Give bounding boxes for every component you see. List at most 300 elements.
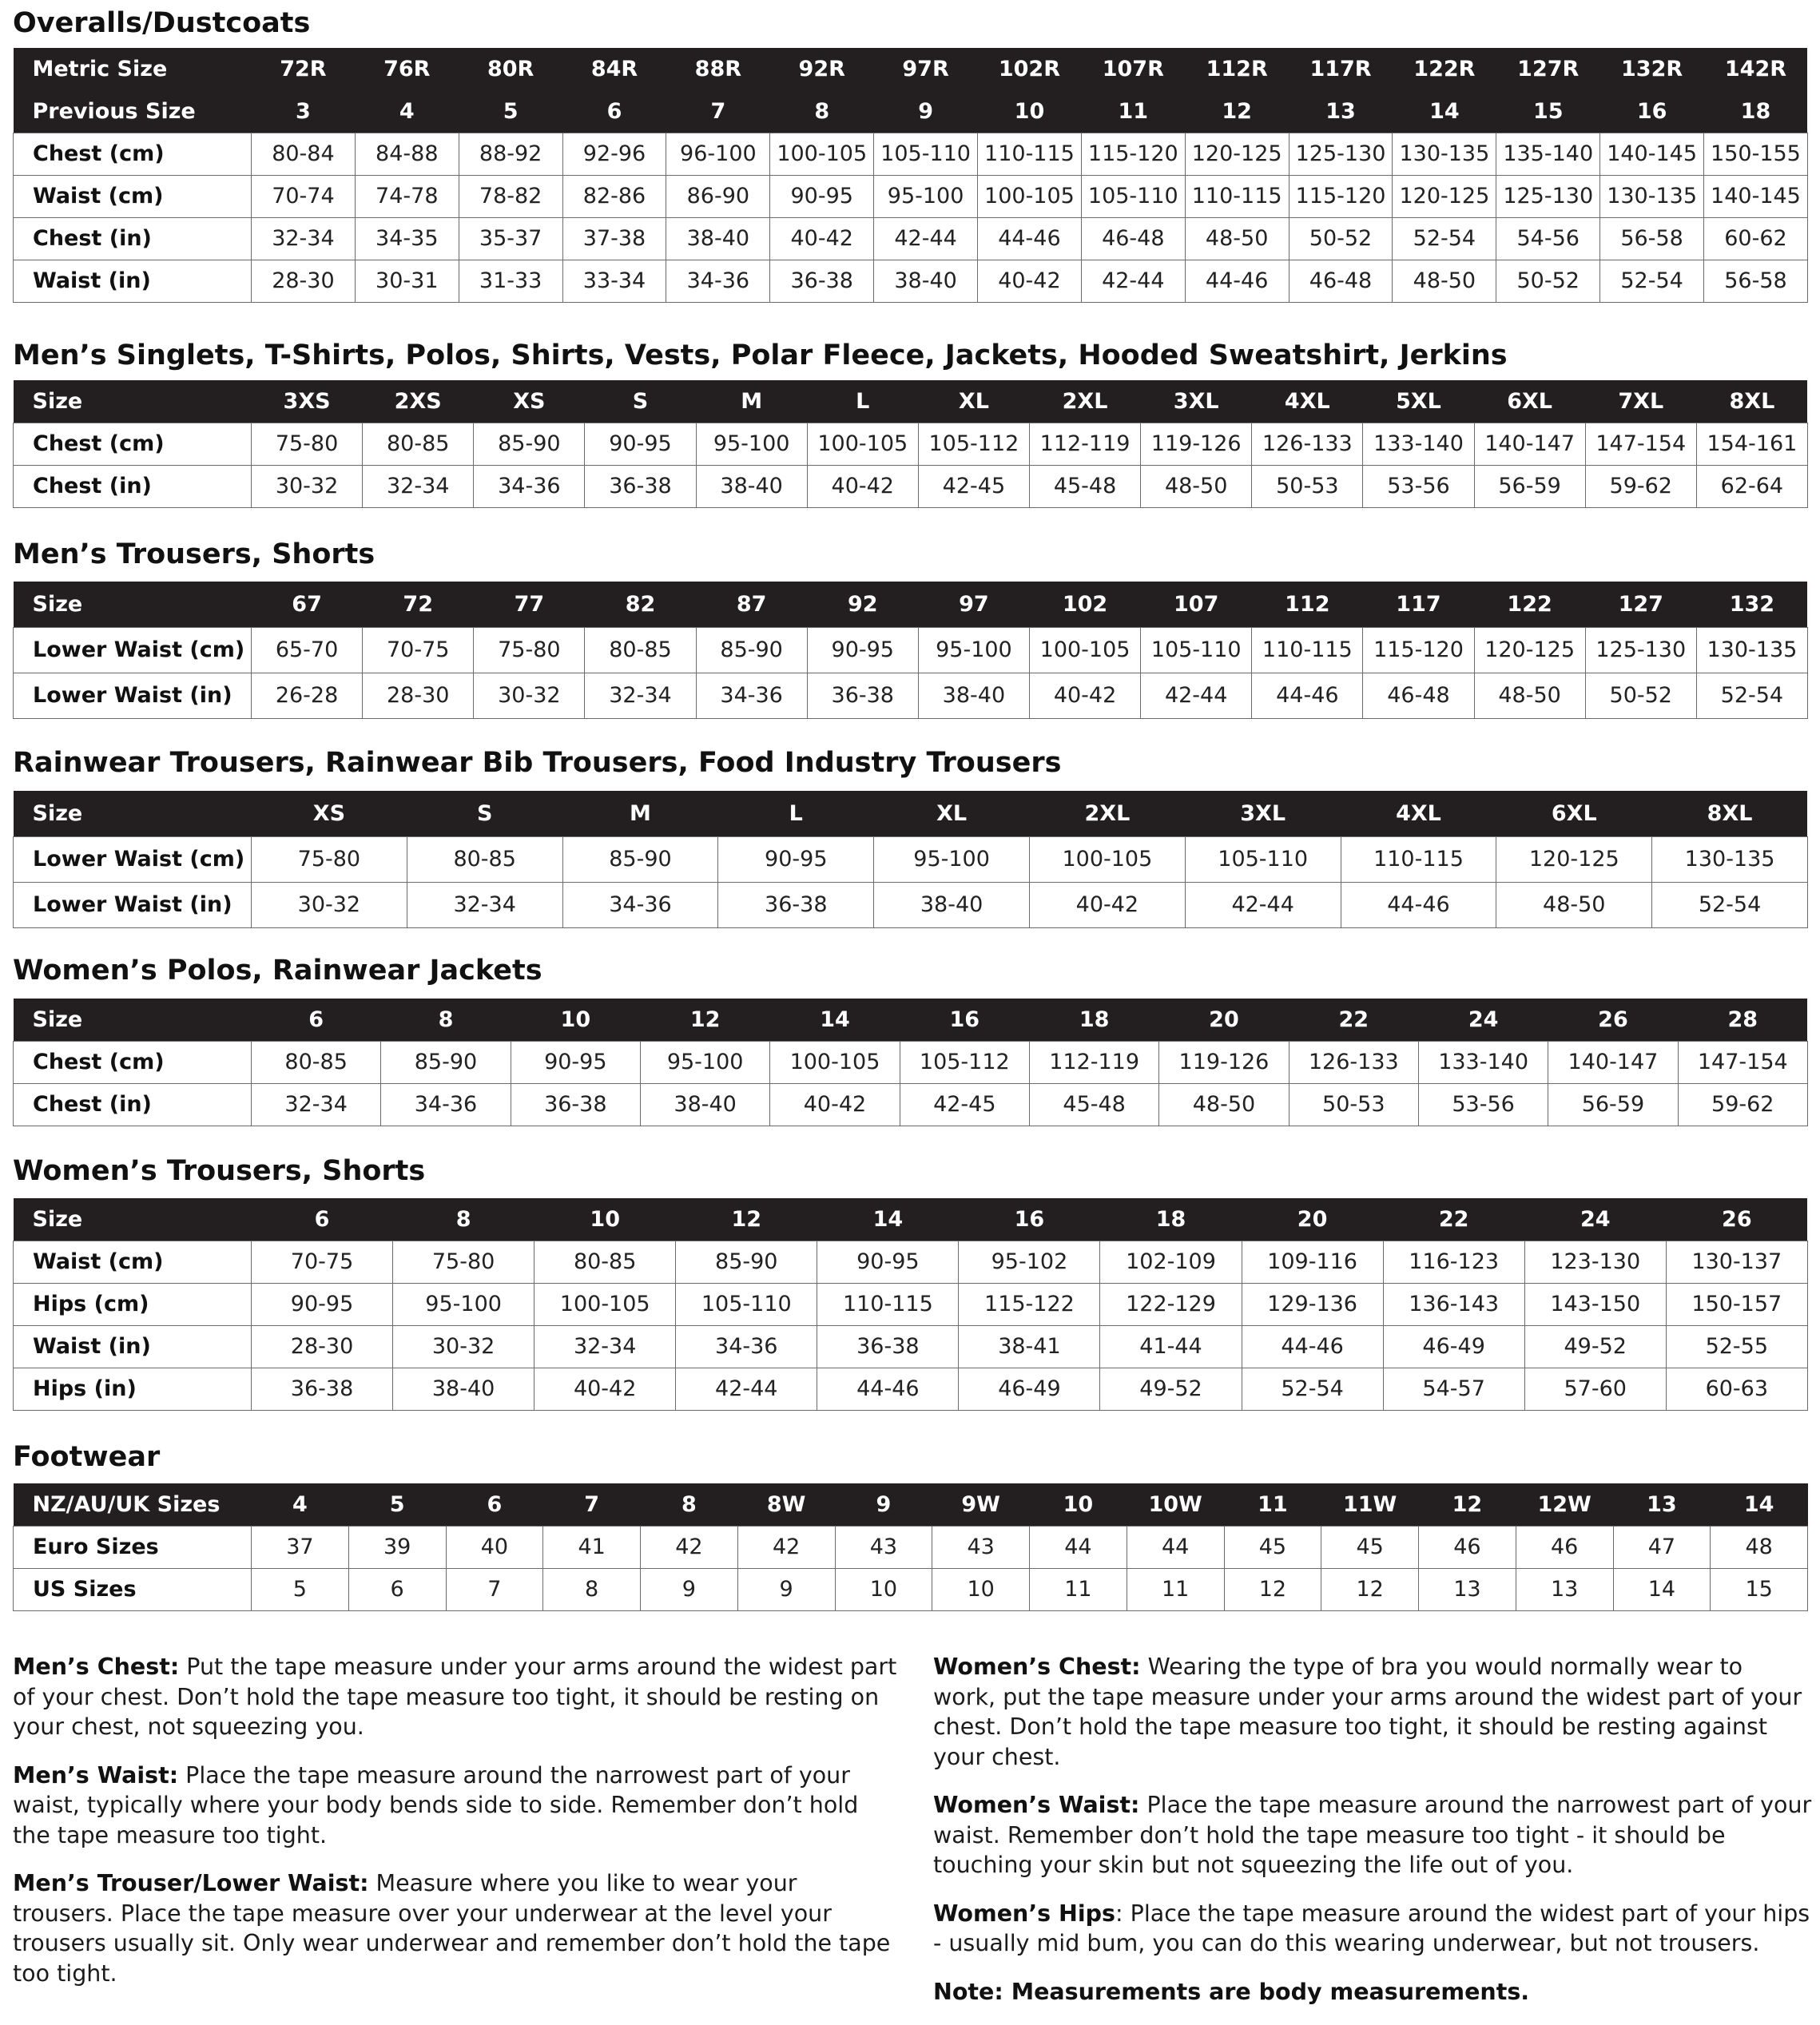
measurement-cell: 136-143 xyxy=(1383,1283,1524,1325)
measurement-cell: 120-125 xyxy=(1474,627,1585,673)
size-table xyxy=(13,582,1808,719)
measurement-cell: 54-57 xyxy=(1383,1368,1524,1410)
size-header-cell: 112R xyxy=(1185,48,1289,90)
measurement-cell: 38-40 xyxy=(666,217,770,260)
measurement-cell: 100-105 xyxy=(770,1041,900,1083)
measurement-cell: 36-38 xyxy=(585,465,696,507)
section-title: Women’s Polos, Rainwear Jackets xyxy=(13,955,542,987)
measurement-cell: 110-115 xyxy=(1341,836,1496,882)
size-header-cell: 117R xyxy=(1289,48,1393,90)
section-title: Women’s Trousers, Shorts xyxy=(13,1155,426,1187)
measurement-cell: 45 xyxy=(1224,1526,1321,1568)
measurement-cell: 10 xyxy=(932,1568,1030,1610)
measurement-cell: 110-115 xyxy=(1252,627,1363,673)
measurement-cell: 52-54 xyxy=(1600,260,1704,302)
size-header-cell: 18 xyxy=(1100,1198,1242,1241)
size-header-cell: 84R xyxy=(562,48,666,90)
size-header-cell: XL xyxy=(874,791,1030,836)
measurement-cell: 44-46 xyxy=(1185,260,1289,302)
measurement-cell: 88-92 xyxy=(459,133,562,175)
measurement-cell: 90-95 xyxy=(585,423,696,465)
size-header-cell: 12 xyxy=(1419,1483,1516,1526)
row-label: Lower Waist (cm) xyxy=(14,627,252,673)
measurement-cell: 100-105 xyxy=(770,133,874,175)
measurement-cell: 53-56 xyxy=(1363,465,1474,507)
measurement-cell: 50-52 xyxy=(1585,673,1696,718)
size-header-cell: 5 xyxy=(459,90,562,133)
size-header-cell: M xyxy=(696,380,807,423)
measurement-note xyxy=(933,1899,1812,1959)
measurement-cell: 44-46 xyxy=(978,217,1082,260)
size-header-cell: XL xyxy=(918,380,1029,423)
size-header-cell: 22 xyxy=(1289,999,1418,1041)
size-header-cell: 11 xyxy=(1081,90,1185,133)
header-row xyxy=(14,90,1808,133)
measurement-cell: 140-147 xyxy=(1474,423,1585,465)
note-text: Put the tape measure under your arms around the widest part of your chest. Don’t hold the tape measure too tight, it should be resting on your chest, not squeezing you. xyxy=(13,1654,897,1740)
size-header-cell: 5 xyxy=(348,1483,446,1526)
measurement-cell: 45-48 xyxy=(1029,1083,1158,1126)
note-term: Women’s Chest: xyxy=(933,1654,1141,1680)
measurement-cell: 135-140 xyxy=(1496,133,1600,175)
note-term: Women’s Waist: xyxy=(933,1792,1140,1818)
measurement-cell: 44-46 xyxy=(1242,1325,1383,1368)
size-header-cell: 107R xyxy=(1081,48,1185,90)
measurement-cell: 36-38 xyxy=(252,1368,393,1410)
measurement-cell: 65-70 xyxy=(252,627,363,673)
row-label: Waist (in) xyxy=(14,1325,252,1368)
size-header-cell: 12 xyxy=(640,999,769,1041)
measurement-note xyxy=(933,1652,1812,1772)
measurement-cell: 133-140 xyxy=(1363,423,1474,465)
measurement-cell: 48 xyxy=(1711,1526,1808,1568)
measurement-cell: 34-36 xyxy=(381,1083,511,1126)
size-header-cell: 2XS xyxy=(363,380,474,423)
size-header-cell: 26 xyxy=(1548,999,1678,1041)
measurement-cell: 52-54 xyxy=(1242,1368,1383,1410)
measurement-cell: 126-133 xyxy=(1252,423,1363,465)
measurement-cell: 56-59 xyxy=(1474,465,1585,507)
table-row xyxy=(14,673,1808,718)
size-header-cell: 8 xyxy=(381,999,511,1041)
header-row xyxy=(14,380,1808,423)
measurement-cell: 14 xyxy=(1613,1568,1711,1610)
measurement-cell: 36-38 xyxy=(807,673,918,718)
measurement-cell: 85-90 xyxy=(676,1241,817,1283)
size-header-cell: 67 xyxy=(252,582,363,627)
table-row xyxy=(14,1568,1808,1610)
measurement-cell: 52-54 xyxy=(1696,673,1807,718)
measurement-cell: 95-100 xyxy=(640,1041,769,1083)
measurement-cell: 85-90 xyxy=(474,423,585,465)
measurement-cell: 130-135 xyxy=(1652,836,1808,882)
measurement-cell: 38-40 xyxy=(874,260,978,302)
table-row xyxy=(14,1368,1808,1410)
measurement-cell: 90-95 xyxy=(252,1283,393,1325)
table-row xyxy=(14,1083,1808,1126)
measurement-cell: 42 xyxy=(641,1526,738,1568)
measurement-cell: 46-48 xyxy=(1081,217,1185,260)
size-header-cell: 14 xyxy=(770,999,900,1041)
measurement-cell: 140-145 xyxy=(1704,175,1808,217)
size-header-cell: 92R xyxy=(770,48,874,90)
measurement-cell: 38-40 xyxy=(696,465,807,507)
measurement-cell: 37-38 xyxy=(562,217,666,260)
measurement-cell: 100-105 xyxy=(534,1283,676,1325)
measurement-cell: 48-50 xyxy=(1393,260,1496,302)
table-row xyxy=(14,1526,1808,1568)
size-header-cell: 18 xyxy=(1029,999,1158,1041)
measurement-cell: 70-75 xyxy=(252,1241,393,1283)
row-label: Hips (in) xyxy=(14,1368,252,1410)
measurement-cell: 38-41 xyxy=(959,1325,1100,1368)
measurement-cell: 8 xyxy=(543,1568,641,1610)
size-header-cell: 6XL xyxy=(1474,380,1585,423)
measurement-cell: 150-155 xyxy=(1704,133,1808,175)
measurement-cell: 90-95 xyxy=(718,836,874,882)
header-row xyxy=(14,582,1808,627)
measurement-cell: 9 xyxy=(737,1568,835,1610)
row-label: Waist (cm) xyxy=(14,175,252,217)
measurement-cell: 100-105 xyxy=(1029,627,1140,673)
measurement-cell: 80-85 xyxy=(252,1041,381,1083)
size-header-cell: 24 xyxy=(1418,999,1548,1041)
size-header-cell: 16 xyxy=(1600,90,1704,133)
measurement-cell: 44 xyxy=(1127,1526,1224,1568)
size-header-cell: 107 xyxy=(1141,582,1252,627)
measurement-cell: 90-95 xyxy=(807,627,918,673)
measurement-cell: 57-60 xyxy=(1524,1368,1666,1410)
measurement-cell: 123-130 xyxy=(1524,1241,1666,1283)
row-label: Waist (in) xyxy=(14,260,252,302)
size-header-cell: 6 xyxy=(252,1198,393,1241)
measurement-cell: 26-28 xyxy=(252,673,363,718)
measurement-cell: 44-46 xyxy=(817,1368,959,1410)
measurement-cell: 105-110 xyxy=(1185,836,1341,882)
note-text: Measure where you like to wear your trousers. Place the tape measure over your underwear at the level your trousers usually sit. Only wear underwear and remember don’t hold the tape too tight. xyxy=(13,1870,891,1987)
size-header-cell: 76R xyxy=(355,48,459,90)
measurement-cell: 110-115 xyxy=(978,133,1082,175)
measurement-cell: 122-129 xyxy=(1100,1283,1242,1325)
notes-right xyxy=(933,1652,1812,2025)
size-header-cell: 4XL xyxy=(1252,380,1363,423)
measurement-cell: 35-37 xyxy=(459,217,562,260)
measurement-note xyxy=(933,1790,1812,1880)
measurement-cell: 120-125 xyxy=(1185,133,1289,175)
measurement-cell: 47 xyxy=(1613,1526,1711,1568)
measurement-cell: 38-40 xyxy=(918,673,1029,718)
size-header-cell: 112 xyxy=(1252,582,1363,627)
measurement-cell: 90-95 xyxy=(770,175,874,217)
measurement-cell: 46 xyxy=(1516,1526,1613,1568)
measurement-cell: 105-112 xyxy=(918,423,1029,465)
measurement-cell: 95-102 xyxy=(959,1241,1100,1283)
size-header-cell: 9 xyxy=(874,90,978,133)
size-header-cell: 127 xyxy=(1585,582,1696,627)
row-label: Lower Waist (cm) xyxy=(14,836,252,882)
measurement-cell: 43 xyxy=(835,1526,932,1568)
table-row xyxy=(14,260,1808,302)
size-header-cell: 10 xyxy=(534,1198,676,1241)
measurement-cell: 45 xyxy=(1321,1526,1419,1568)
measurement-cell: 78-82 xyxy=(459,175,562,217)
measurement-cell: 48-50 xyxy=(1496,882,1652,927)
measurement-cell: 32-34 xyxy=(363,465,474,507)
measurement-cell: 36-38 xyxy=(511,1083,640,1126)
measurement-cell: 126-133 xyxy=(1289,1041,1418,1083)
measurement-cell: 49-52 xyxy=(1100,1368,1242,1410)
size-header-cell: S xyxy=(585,380,696,423)
measurement-note xyxy=(13,1868,901,1988)
header-row xyxy=(14,48,1808,90)
measurement-cell: 32-34 xyxy=(252,217,356,260)
measurement-cell: 30-31 xyxy=(355,260,459,302)
measurement-cell: 133-140 xyxy=(1418,1041,1548,1083)
measurement-cell: 44-46 xyxy=(1252,673,1363,718)
size-table xyxy=(13,48,1808,303)
measurement-cell: 32-34 xyxy=(252,1083,381,1126)
table-row xyxy=(14,465,1808,507)
measurement-cell: 130-135 xyxy=(1600,175,1704,217)
size-header-cell: 97 xyxy=(918,582,1029,627)
measurement-cell: 80-85 xyxy=(363,423,474,465)
size-header-cell: 2XL xyxy=(1029,791,1185,836)
row-label: Chest (cm) xyxy=(14,1041,252,1083)
measurement-cell: 48-50 xyxy=(1185,217,1289,260)
size-header-cell: 10 xyxy=(978,90,1082,133)
size-header-cell: 2XL xyxy=(1029,380,1140,423)
measurement-cell: 6 xyxy=(348,1568,446,1610)
measurement-cell: 12 xyxy=(1224,1568,1321,1610)
size-header-cell: 3XS xyxy=(252,380,363,423)
measurement-cell: 52-54 xyxy=(1652,882,1808,927)
row-label: Euro Sizes xyxy=(14,1526,252,1568)
measurement-cell: 36-38 xyxy=(718,882,874,927)
row-label: Chest (in) xyxy=(14,465,252,507)
size-header-cell: L xyxy=(807,380,918,423)
size-header-cell: 142R xyxy=(1704,48,1808,90)
row-label: Lower Waist (in) xyxy=(14,673,252,718)
size-header-cell: 14 xyxy=(1711,1483,1808,1526)
measurement-cell: 80-85 xyxy=(534,1241,676,1283)
measurement-cell: 100-105 xyxy=(807,423,918,465)
header-label: Size xyxy=(14,791,252,836)
size-header-cell: 8 xyxy=(770,90,874,133)
measurement-cell: 32-34 xyxy=(407,882,562,927)
measurement-cell: 28-30 xyxy=(252,1325,393,1368)
table-row xyxy=(14,1041,1808,1083)
measurement-cell: 40-42 xyxy=(1029,882,1185,927)
measurement-cell: 46-48 xyxy=(1289,260,1393,302)
measurement-cell: 74-78 xyxy=(355,175,459,217)
size-header-cell: 9W xyxy=(932,1483,1030,1526)
size-header-cell: 8 xyxy=(393,1198,534,1241)
size-header-cell: 132R xyxy=(1600,48,1704,90)
measurement-cell: 36-38 xyxy=(817,1325,959,1368)
measurement-cell: 120-125 xyxy=(1393,175,1496,217)
measurement-cell: 34-36 xyxy=(676,1325,817,1368)
table-row xyxy=(14,627,1808,673)
measurement-cell: 42-44 xyxy=(1081,260,1185,302)
size-header-cell: 12 xyxy=(1185,90,1289,133)
measurement-cell: 39 xyxy=(348,1526,446,1568)
table-row xyxy=(14,882,1808,927)
measurement-cell: 30-32 xyxy=(252,882,407,927)
measurement-cell: 86-90 xyxy=(666,175,770,217)
note-term: Note: Measurements are body measurements. xyxy=(933,1978,1530,2005)
size-header-cell: 8XL xyxy=(1652,791,1808,836)
size-header-cell: 122 xyxy=(1474,582,1585,627)
note-text: Place the tape measure around the narrowest part of your waist, typically where your body bends side to side. Remember don’t hold the tape measure too tight. xyxy=(13,1761,859,1848)
size-header-cell: 3 xyxy=(252,90,356,133)
size-header-cell: 72R xyxy=(252,48,356,90)
measurement-cell: 90-95 xyxy=(511,1041,640,1083)
note-term: Women’s Hips xyxy=(933,1900,1116,1927)
size-header-cell: 127R xyxy=(1496,48,1600,90)
measurement-cell: 75-80 xyxy=(393,1241,534,1283)
size-header-cell: 77 xyxy=(474,582,585,627)
measurement-cell: 11 xyxy=(1127,1568,1224,1610)
size-header-cell: L xyxy=(718,791,874,836)
measurement-cell: 15 xyxy=(1711,1568,1808,1610)
measurement-note xyxy=(933,1977,1812,2007)
measurement-cell: 120-125 xyxy=(1496,836,1652,882)
size-header-cell: 9 xyxy=(835,1483,932,1526)
measurement-cell: 36-38 xyxy=(770,260,874,302)
measurement-cell: 44 xyxy=(1030,1526,1127,1568)
measurement-cell: 43 xyxy=(932,1526,1030,1568)
measurement-cell: 34-36 xyxy=(474,465,585,507)
measurement-cell: 42-44 xyxy=(1185,882,1341,927)
measurement-cell: 95-100 xyxy=(874,175,978,217)
size-header-cell: 28 xyxy=(1678,999,1807,1041)
measurement-cell: 40-42 xyxy=(807,465,918,507)
measurement-cell: 13 xyxy=(1516,1568,1613,1610)
size-table xyxy=(13,999,1808,1126)
measurement-cell: 48-50 xyxy=(1141,465,1252,507)
measurement-cell: 115-120 xyxy=(1289,175,1393,217)
size-header-cell: 13 xyxy=(1613,1483,1711,1526)
note-term: Men’s Chest: xyxy=(13,1654,180,1680)
measurement-note xyxy=(13,1761,901,1851)
measurement-cell: 116-123 xyxy=(1383,1241,1524,1283)
header-label: Size xyxy=(14,1198,252,1241)
header-label: Metric Size xyxy=(14,48,252,90)
measurement-cell: 38-40 xyxy=(640,1083,769,1126)
measurement-cell: 34-36 xyxy=(696,673,807,718)
measurement-cell: 92-96 xyxy=(562,133,666,175)
measurement-cell: 50-53 xyxy=(1289,1083,1418,1126)
measurement-cell: 30-32 xyxy=(393,1325,534,1368)
measurement-cell: 95-100 xyxy=(918,627,1029,673)
measurement-cell: 62-64 xyxy=(1696,465,1807,507)
size-header-cell: 10W xyxy=(1127,1483,1224,1526)
note-term: Men’s Trouser/Lower Waist: xyxy=(13,1870,369,1896)
measurement-cell: 40-42 xyxy=(978,260,1082,302)
measurement-note xyxy=(13,1652,901,1742)
size-header-cell: 16 xyxy=(959,1198,1100,1241)
measurement-cell: 5 xyxy=(252,1568,349,1610)
measurement-cell: 105-112 xyxy=(900,1041,1029,1083)
measurement-cell: 34-36 xyxy=(666,260,770,302)
size-header-cell: 13 xyxy=(1289,90,1393,133)
size-header-cell: 3XL xyxy=(1185,791,1341,836)
header-row xyxy=(14,1198,1808,1241)
measurement-cell: 34-36 xyxy=(562,882,718,927)
measurement-cell: 96-100 xyxy=(666,133,770,175)
header-label: Size xyxy=(14,380,252,423)
size-header-cell: 97R xyxy=(874,48,978,90)
measurement-cell: 44-46 xyxy=(1341,882,1496,927)
measurement-cell: 115-122 xyxy=(959,1283,1100,1325)
measurement-cell: 115-120 xyxy=(1081,133,1185,175)
size-header-cell: 8XL xyxy=(1696,380,1807,423)
size-header-cell: 82 xyxy=(585,582,696,627)
size-header-cell: 16 xyxy=(900,999,1029,1041)
measurement-cell: 112-119 xyxy=(1029,423,1140,465)
size-header-cell: 7 xyxy=(666,90,770,133)
measurement-cell: 7 xyxy=(446,1568,543,1610)
measurement-cell: 30-32 xyxy=(252,465,363,507)
header-row xyxy=(14,1483,1808,1526)
measurement-cell: 75-80 xyxy=(252,423,363,465)
measurement-cell: 40-42 xyxy=(770,1083,900,1126)
measurement-cell: 42-44 xyxy=(874,217,978,260)
measurement-cell: 143-150 xyxy=(1524,1283,1666,1325)
table-row xyxy=(14,175,1808,217)
measurement-cell: 46-49 xyxy=(1383,1325,1524,1368)
table-row xyxy=(14,217,1808,260)
size-header-cell: XS xyxy=(474,380,585,423)
size-header-cell: 6 xyxy=(446,1483,543,1526)
header-label: NZ/AU/UK Sizes xyxy=(14,1483,252,1526)
measurement-cell: 49-52 xyxy=(1524,1325,1666,1368)
section-title: Overalls/Dustcoats xyxy=(13,7,311,39)
measurement-cell: 130-135 xyxy=(1696,627,1807,673)
measurement-cell: 52-54 xyxy=(1393,217,1496,260)
size-header-cell: 87 xyxy=(696,582,807,627)
measurement-cell: 80-85 xyxy=(585,627,696,673)
measurement-cell: 105-110 xyxy=(1081,175,1185,217)
row-label: Lower Waist (in) xyxy=(14,882,252,927)
measurement-cell: 56-58 xyxy=(1704,260,1808,302)
size-header-cell: 88R xyxy=(666,48,770,90)
row-label: Chest (in) xyxy=(14,217,252,260)
measurement-cell: 40-42 xyxy=(770,217,874,260)
measurement-cell: 125-130 xyxy=(1496,175,1600,217)
measurement-cell: 105-110 xyxy=(874,133,978,175)
measurement-cell: 31-33 xyxy=(459,260,562,302)
measurement-cell: 119-126 xyxy=(1141,423,1252,465)
table-row xyxy=(14,1241,1808,1283)
size-header-cell: 122R xyxy=(1393,48,1496,90)
size-header-cell: S xyxy=(407,791,562,836)
size-header-cell: 72 xyxy=(363,582,474,627)
size-header-cell: 102 xyxy=(1029,582,1140,627)
measurement-cell: 32-34 xyxy=(534,1325,676,1368)
size-header-cell: 14 xyxy=(817,1198,959,1241)
size-table xyxy=(13,380,1808,508)
measurement-cell: 9 xyxy=(641,1568,738,1610)
table-row xyxy=(14,836,1808,882)
measurement-cell: 110-115 xyxy=(817,1283,959,1325)
size-header-cell: 20 xyxy=(1242,1198,1383,1241)
measurement-cell: 37 xyxy=(252,1526,349,1568)
measurement-cell: 56-58 xyxy=(1600,217,1704,260)
table-row xyxy=(14,423,1808,465)
measurement-cell: 140-145 xyxy=(1600,133,1704,175)
measurement-cell: 32-34 xyxy=(585,673,696,718)
